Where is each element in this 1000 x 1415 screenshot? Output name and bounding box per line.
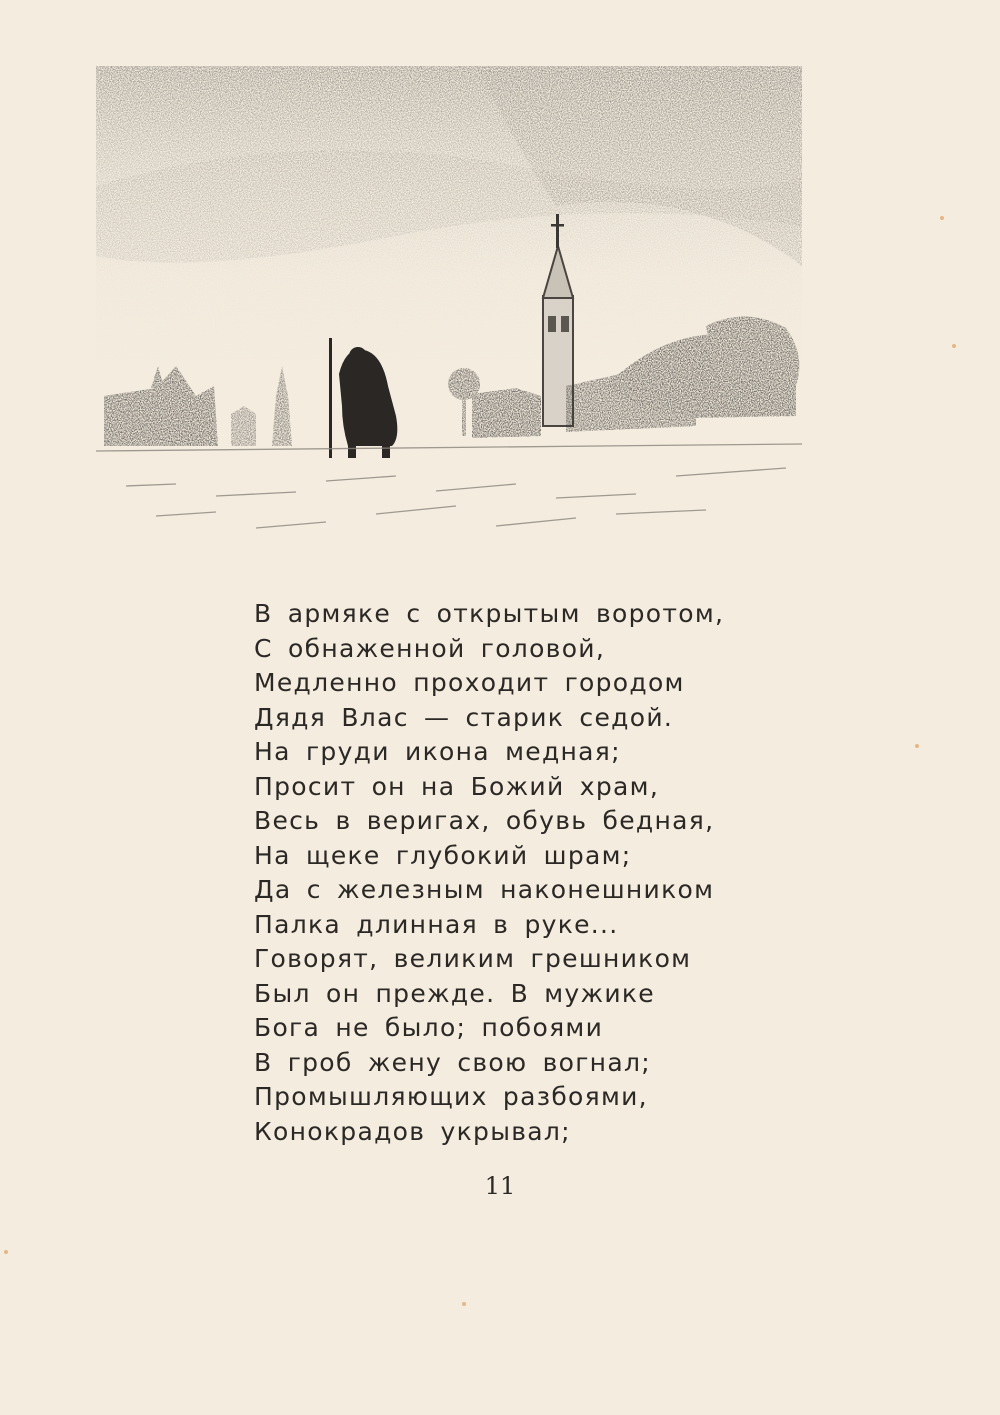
poem-line: Был он прежде. В мужике <box>254 978 655 1008</box>
paper-speck <box>462 1302 466 1306</box>
poem-line: С обнаженной головой, <box>254 633 606 663</box>
poem-line: Весь в веригах, обувь бедная, <box>254 806 715 835</box>
poem-line: На щеке глубокий шрам; <box>254 840 632 870</box>
poem-line: Дядя Влас — старик седой. <box>254 702 674 732</box>
lithograph-illustration <box>96 66 802 544</box>
poem-line: Да с железным наконешником <box>254 875 715 904</box>
sky-shading <box>96 66 802 366</box>
paper-speck <box>915 744 919 748</box>
paper-speck <box>940 216 944 220</box>
poem-line: Промышляющих разбоями, <box>254 1082 648 1111</box>
poem-line: Просит он на Божий храм, <box>254 771 660 801</box>
poem-line: В армяке с открытым воротом, <box>254 599 725 628</box>
poem-line: На груди икона медная; <box>254 737 621 766</box>
poem-line: В гроб жену свою вогнал; <box>254 1047 651 1077</box>
poem-line: Конокрадов укрывал; <box>254 1116 571 1146</box>
paper-speck <box>952 344 956 348</box>
paper-speck <box>4 1250 8 1254</box>
poem-line: Медленно проходит городом <box>254 668 685 697</box>
poem-line: Говорят, великим грешником <box>254 944 692 973</box>
page-number: 11 <box>484 1172 516 1200</box>
poem-line: Бога не было; побоями <box>254 1013 604 1042</box>
poem-text <box>254 597 774 1149</box>
poem-line: Палка длинная в руке... <box>254 909 619 939</box>
snow-ground <box>96 444 802 528</box>
